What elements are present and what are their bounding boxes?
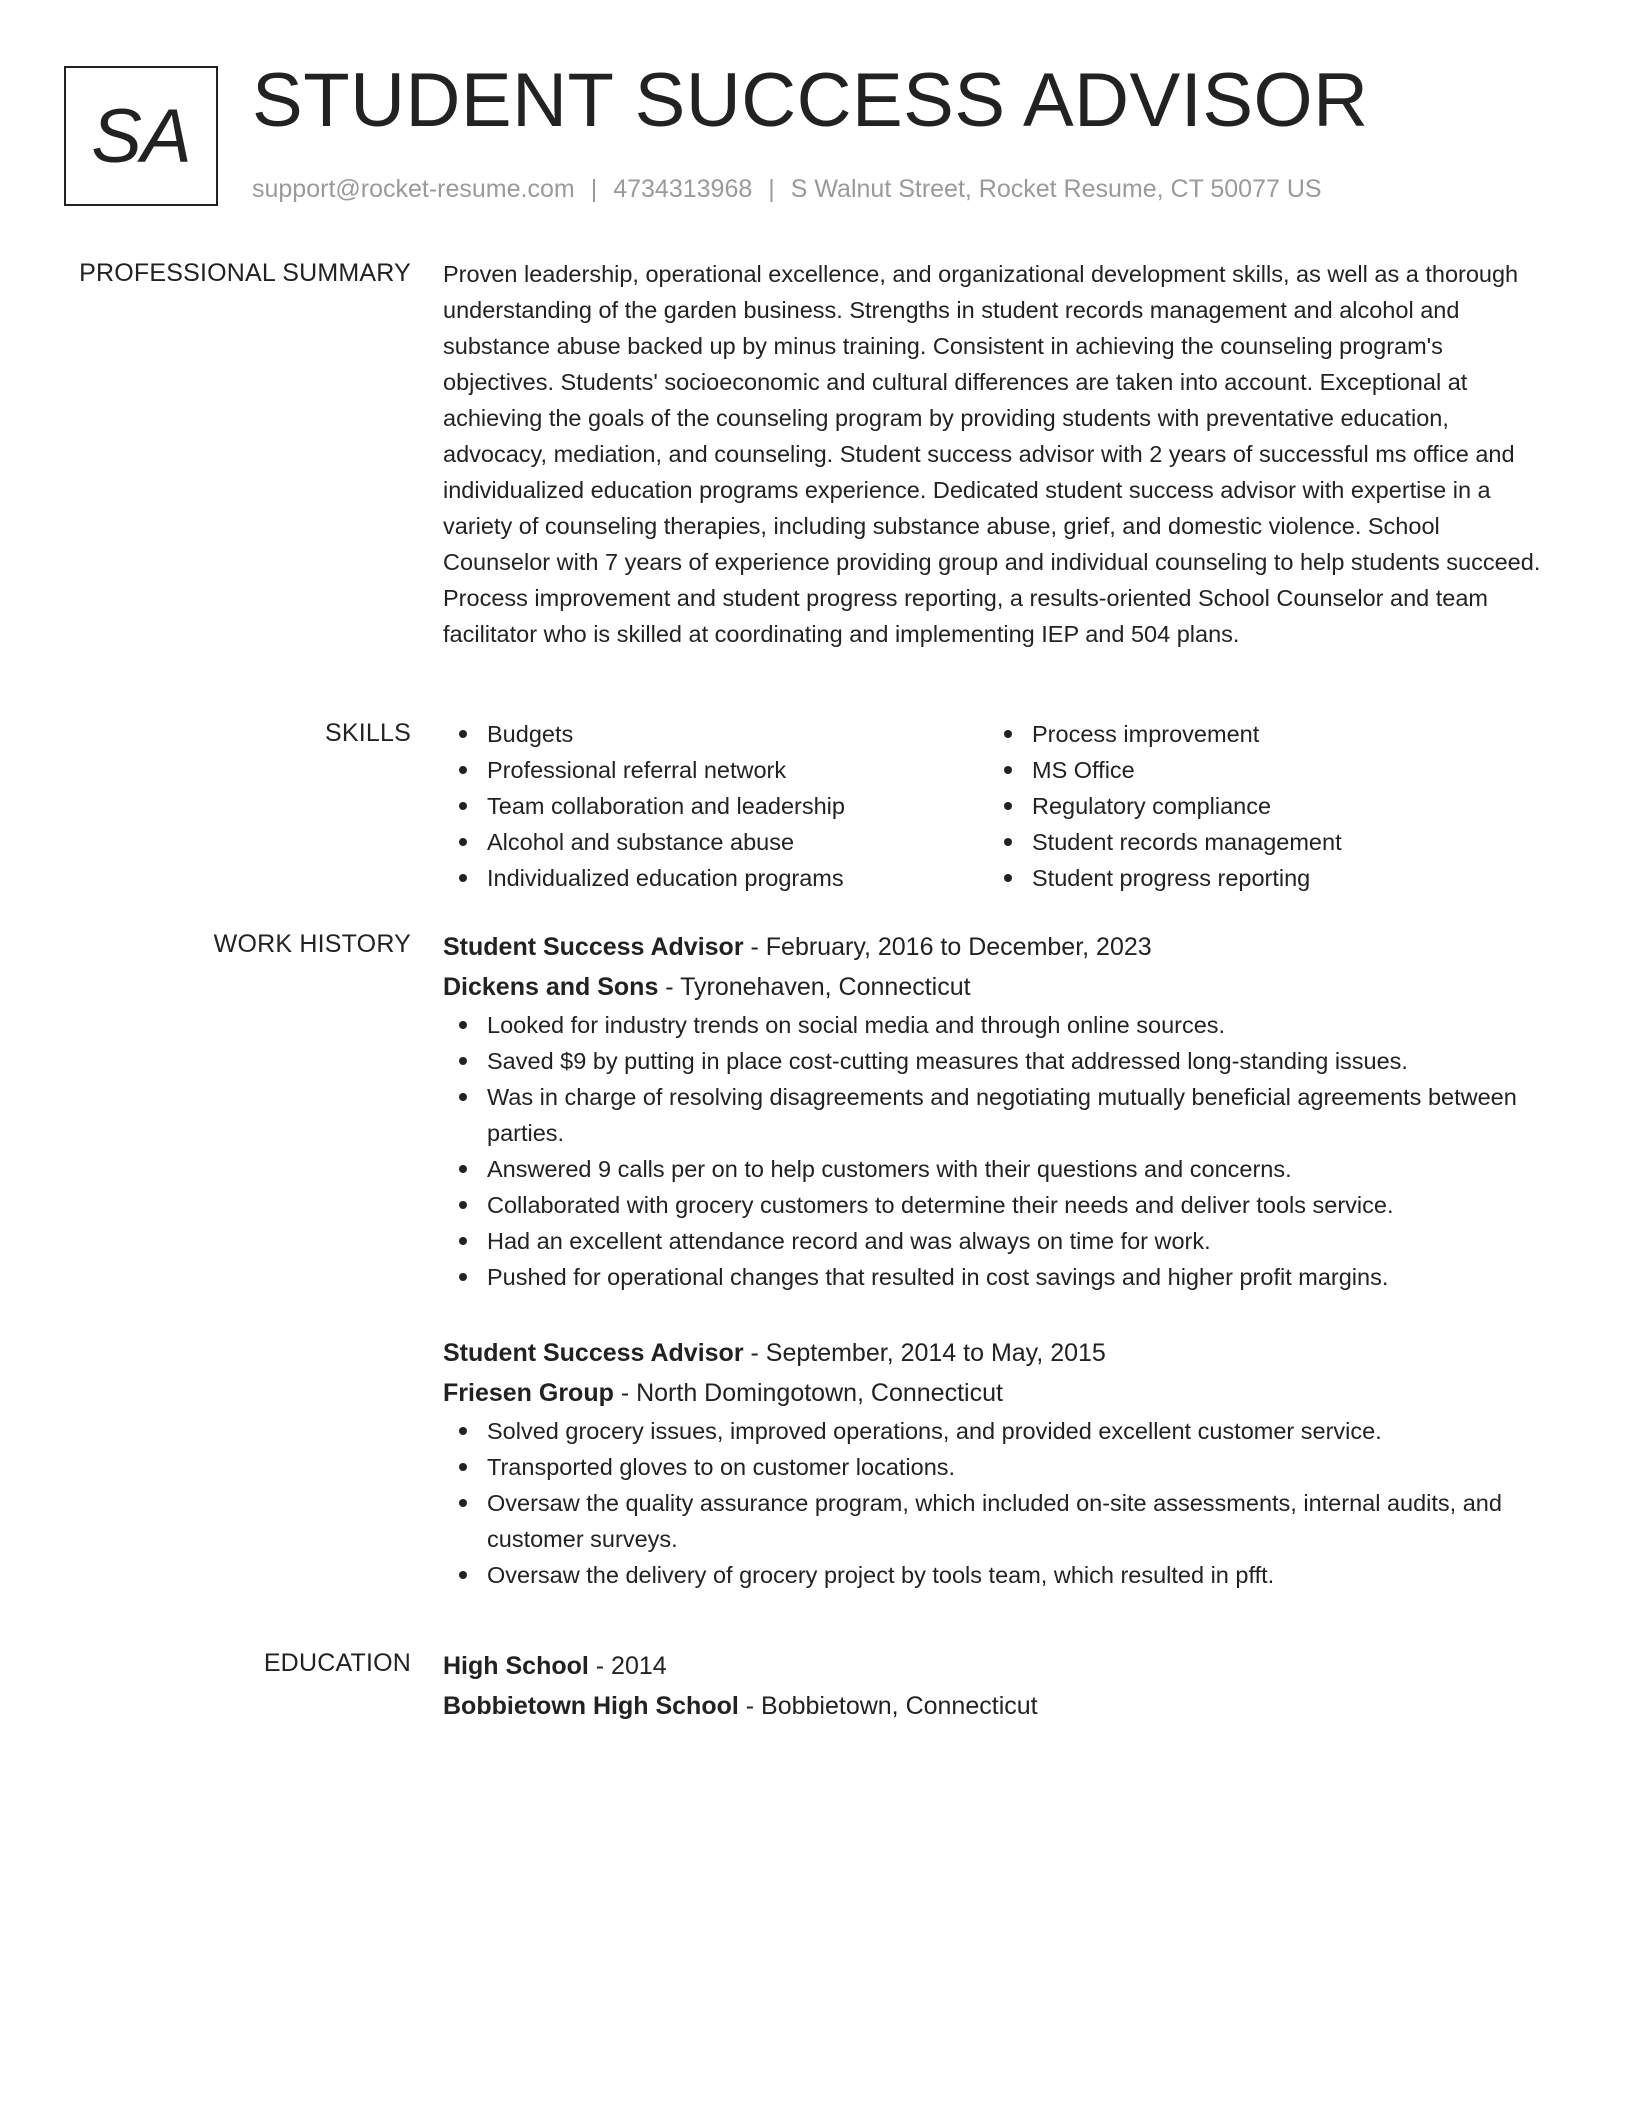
contact-address: S Walnut Street, Rocket Resume, CT 50077 US <box>790 175 1322 203</box>
contact-separator: | <box>590 175 598 203</box>
job-bullets <box>443 1413 1553 1593</box>
job-dates: - September, 2014 to May, 2015 <box>743 1339 1106 1367</box>
job-bullet: Answered 9 calls per on to help customers with their questions and concerns. <box>443 1151 1553 1187</box>
education-location: - Bobbietown, Connecticut <box>738 1692 1038 1720</box>
education-body <box>443 1646 1553 1726</box>
skill-item: MS Office <box>988 752 1533 788</box>
work-history-body <box>443 927 1553 1593</box>
job-bullet: Had an excellent attendance record and was always on time for work. <box>443 1223 1553 1259</box>
job-title: Student Success Advisor <box>443 1339 744 1367</box>
job-bullet: Pushed for operational changes that resulted in cost savings and higher profit margins. <box>443 1259 1553 1295</box>
skill-item: Budgets <box>443 716 988 752</box>
job-bullet: Was in charge of resolving disagreements and negotiating mutually beneficial agreements between parties. <box>443 1079 1553 1151</box>
skill-item: Team collaboration and leadership <box>443 788 988 824</box>
job-dates: - February, 2016 to December, 2023 <box>743 933 1152 961</box>
job-bullet: Collaborated with grocery customers to determine their needs and deliver tools service. <box>443 1187 1553 1223</box>
skill-item: Individualized education programs <box>443 860 988 896</box>
job-location: - North Domingotown, Connecticut <box>613 1379 1003 1407</box>
skills-grid <box>443 716 1553 896</box>
skill-item: Process improvement <box>988 716 1533 752</box>
summary-body <box>443 256 1553 652</box>
skill-item: Student progress reporting <box>988 860 1533 896</box>
education-school-line <box>443 1686 1553 1726</box>
job-company: Dickens and Sons <box>443 973 659 1001</box>
job-bullet: Looked for industry trends on social media and through online sources. <box>443 1007 1553 1043</box>
skills-column-right <box>988 716 1533 896</box>
skills-body <box>443 716 1553 896</box>
resume-title: STUDENT SUCCESS ADVISOR <box>252 58 1369 143</box>
contact-separator: | <box>768 175 775 203</box>
summary-text: Proven leadership, operational excellence, and organizational development skills, as well as a thorough understanding of the garden business. Strengths in student records management and alcohol and substance abuse backed up by minus training. Consistent in achieving the counseling program's objectives. Students' socioeconomic and cultural differences are taken into account. Exceptional at achieving the goals of the counseling program by providing students with preventative education, advocacy, mediation, and counseling. Student success advisor with 2 years of successful ms office and individualized education programs experience. Dedicated student success advisor with expertise in a variety of counseling therapies, including substance abuse, grief, and domestic violence. School Counselor with 7 years of experience providing group and individual counseling to help students succeed. Process improvement and student progress reporting, a results-oriented School Counselor and team facilitator who is skilled at coordinating and implementing IEP and 504 plans. <box>443 261 1541 647</box>
job-entry <box>443 927 1553 1295</box>
job-location: - Tyronehaven, Connecticut <box>658 973 971 1001</box>
contact-email: support@rocket-resume.com <box>252 175 575 203</box>
job-company-line <box>443 967 1553 1007</box>
skills-column-left <box>443 716 988 896</box>
job-title-line <box>443 1333 1553 1373</box>
skill-item: Alcohol and substance abuse <box>443 824 988 860</box>
job-company-line <box>443 1373 1553 1413</box>
job-bullets <box>443 1007 1553 1295</box>
section-label-education: EDUCATION <box>263 1649 411 1677</box>
contact-line <box>252 172 1322 206</box>
education-year: - 2014 <box>588 1652 667 1680</box>
education-degree-line <box>443 1646 1553 1686</box>
skill-item: Student records management <box>988 824 1533 860</box>
section-label-skills: SKILLS <box>325 719 411 747</box>
education-degree: High School <box>443 1652 589 1680</box>
skill-item: Regulatory compliance <box>988 788 1533 824</box>
job-title-line <box>443 927 1553 967</box>
job-bullet: Saved $9 by putting in place cost-cutting measures that addressed long-standing issues. <box>443 1043 1553 1079</box>
section-label-work-history: WORK HISTORY <box>213 930 411 958</box>
section-label-summary: PROFESSIONAL SUMMARY <box>79 259 411 287</box>
job-title: Student Success Advisor <box>443 933 744 961</box>
education-school: Bobbietown High School <box>443 1692 739 1720</box>
job-bullet: Solved grocery issues, improved operations, and provided excellent customer service. <box>443 1413 1553 1449</box>
skill-item: Professional referral network <box>443 752 988 788</box>
job-bullet: Oversaw the quality assurance program, which included on-site assessments, internal audits, and customer surveys. <box>443 1485 1553 1557</box>
job-entry <box>443 1333 1553 1593</box>
contact-phone: 4734313968 <box>613 175 753 203</box>
monogram-badge: SA <box>64 66 218 206</box>
job-bullet: Transported gloves to on customer locations. <box>443 1449 1553 1485</box>
job-company: Friesen Group <box>443 1379 614 1407</box>
job-bullet: Oversaw the delivery of grocery project by tools team, which resulted in pfft. <box>443 1557 1553 1593</box>
